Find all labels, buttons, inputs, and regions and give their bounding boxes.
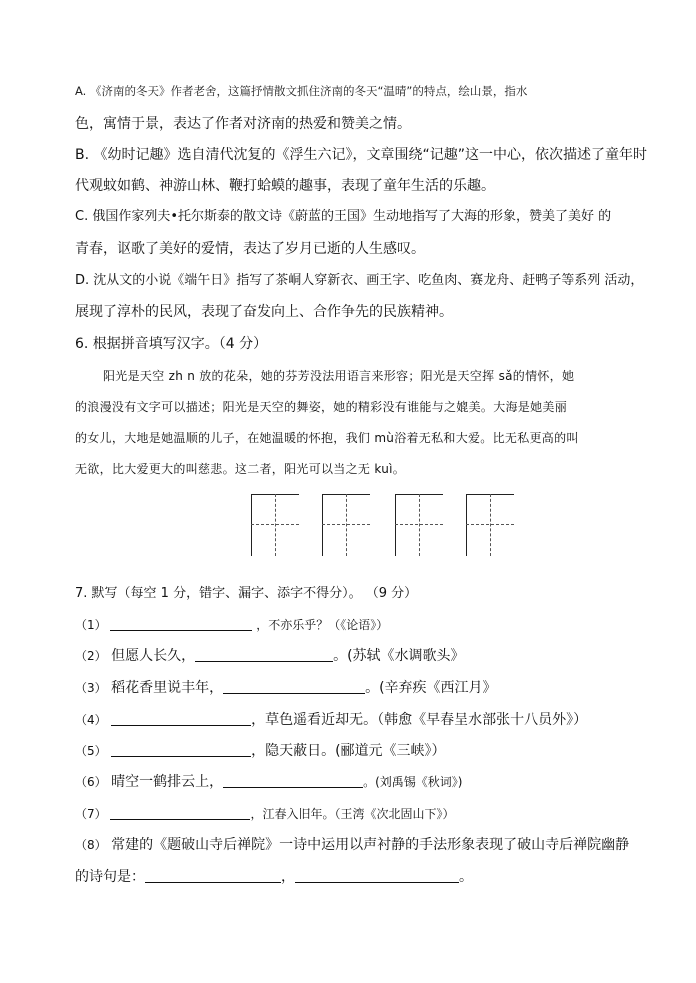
item-number: （2） [75, 649, 107, 663]
item-number: （3） [75, 681, 107, 695]
answer-blank-5[interactable] [111, 742, 251, 757]
item-source: 。(辛弃疾《西江月》 [365, 680, 497, 696]
answer-grid-4[interactable] [466, 494, 514, 556]
period-text: 。 [459, 869, 473, 885]
answer-grid-3[interactable] [395, 494, 443, 556]
item-number: （6） [75, 775, 107, 789]
item-number: （5） [75, 744, 107, 758]
question-7-title: 7. 默写（每空 1 分，错字、漏字、添字不得分）。 （9 分） [75, 586, 418, 601]
item-text: ，不亦乐乎？（《论语》） [256, 618, 389, 632]
option-a-line-1: A. 《济南的冬天》作者老舍，这篇抒情散文抓住济南的冬天“温晴”的特点，绘山景，指水 [75, 84, 528, 98]
item-source: 。(苏轼《水调歌头》 [333, 648, 465, 664]
comma-text: ， [281, 869, 295, 885]
item-text: ，草色遥看近却无。（韩愈《早春呈水部张十八员外》） [251, 712, 588, 728]
answer-blank-2[interactable] [195, 647, 333, 662]
q7-item-3 [75, 679, 497, 697]
answer-blank-4[interactable] [111, 711, 251, 726]
option-b-line-2: 代观蚊如鹤、神游山林、鞭打蛤蟆的趣事，表现了童年生活的乐趣。 [75, 178, 495, 194]
option-b-line-1: B. 《幼时记趣》选自清代沈复的《浮生六记》，文章围绕“记趣”这一中心，依次描述了童年时 [75, 147, 648, 163]
option-d-line-1: D. 沈从文的小说《端午日》指写了茶峒人穿新衣、画王字、吃鱼肉、赛龙舟、赶鸭子等系列 活动， [75, 273, 644, 288]
answer-blank-3[interactable] [223, 679, 365, 694]
item-text: 但愿人长久， [111, 648, 196, 664]
q7-item-1 [75, 616, 388, 634]
option-d-line-2: 展现了淳朴的民风，表现了奋发向上、合作争先的民族精神。 [75, 304, 453, 320]
item-text: ，隐天蔽日。(郦道元《三峡》） [251, 743, 446, 759]
item-text: 常建的《题破山寺后禅院》一诗中运用以声衬静的手法形象表现了破山寺后禅院幽静 [111, 837, 630, 853]
item-number: （7） [75, 807, 107, 821]
answer-blank-1[interactable] [110, 616, 252, 631]
answer-blank-7[interactable] [110, 805, 250, 820]
q7-item-2 [75, 647, 465, 665]
item-text: ，江春入旧年。（王湾《次北固山下》） [250, 807, 455, 821]
question-6-title: 6. 根据拼音填写汉字。（4 分） [75, 336, 268, 352]
item-text: 的诗句是： [75, 869, 145, 885]
q7-item-4 [75, 711, 587, 729]
item-text: 稻花香里说丰年， [111, 680, 224, 696]
item-text: 晴空一鹤排云上， [111, 774, 224, 790]
q6-paragraph-line-2: 的浪漫没有文字可以描述；阳光是天空的舞姿，她的精彩没有谁能与之媲美。大海是她美丽 [75, 400, 568, 414]
q6-paragraph-line-4: 无欲，比大爱更大的叫慈悲。这二者，阳光可以当之无 kuì。 [75, 462, 406, 476]
item-number: （8） [75, 838, 107, 852]
answer-grid-1[interactable] [251, 494, 299, 556]
q7-item-6 [75, 773, 462, 791]
answer-blank-8b[interactable] [295, 868, 459, 883]
option-c-line-2: 青春，讴歌了美好的爱情，表达了岁月已逝的人生感叹。 [75, 241, 425, 257]
q6-paragraph-line-3: 的女儿，大地是她温顺的儿子，在她温暖的怀抱，我们 mù浴着无私和大爱。比无私更高的叫 [75, 431, 579, 445]
q7-item-8 [75, 836, 629, 854]
option-c-line-1: C. 俄国作家列夫•托尔斯泰的散文诗《蔚蓝的王国》生动地指写了大海的形象，赞美了美好 的 [75, 209, 612, 224]
q7-item-8-answer-line [75, 868, 473, 886]
answer-blank-8a[interactable] [145, 868, 281, 883]
item-source: 。(刘禹锡《秋词》) [363, 775, 463, 789]
item-number: （1） [75, 618, 107, 632]
q7-item-5 [75, 742, 446, 760]
answer-blank-6[interactable] [223, 773, 363, 788]
option-a-line-2: 色，寓情于景，表达了作者对济南的热爱和赞美之情。 [75, 116, 411, 132]
q7-item-7 [75, 805, 454, 823]
q6-paragraph-line-1: 阳光是天空 zh n 放的花朵，她的芬芳没法用语言来形容；阳光是天空挥 sǎ的情怀，她 [103, 369, 575, 383]
item-number: （4） [75, 713, 107, 727]
answer-grid-2[interactable] [322, 494, 370, 556]
